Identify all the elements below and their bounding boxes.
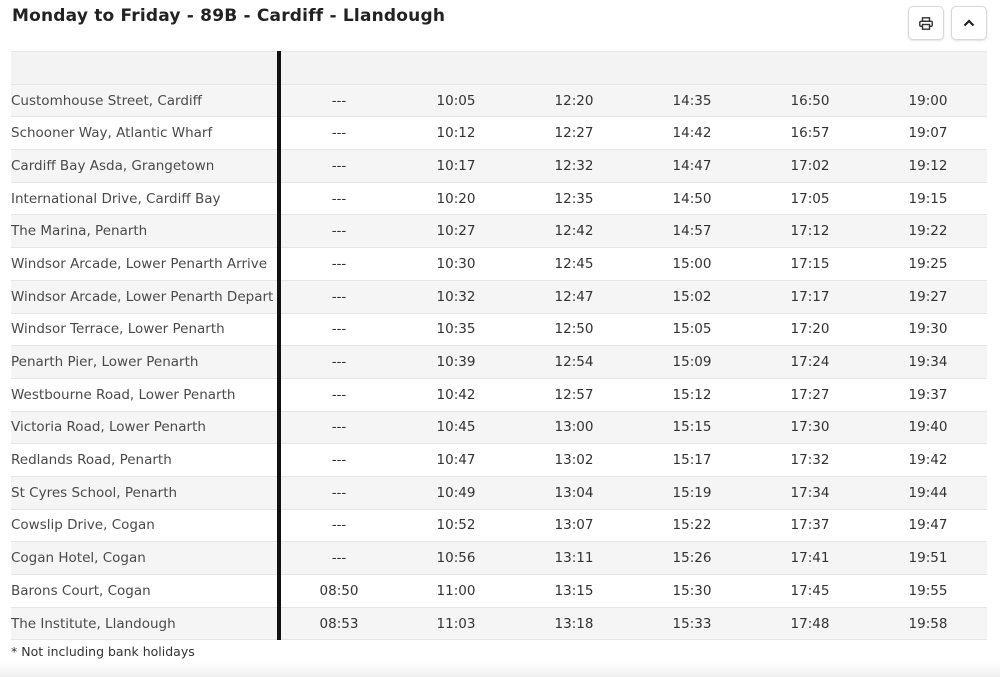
departure-time: 12:32 — [515, 150, 633, 183]
table-row — [11, 542, 987, 575]
departure-time: 10:27 — [397, 215, 515, 248]
timetable-body — [11, 84, 987, 640]
departure-time: 17:02 — [751, 150, 869, 183]
departure-time: 11:00 — [397, 575, 515, 608]
departure-time: --- — [279, 182, 397, 215]
departure-time: 17:20 — [751, 313, 869, 346]
departure-time: 10:05 — [397, 84, 515, 117]
departure-time: --- — [279, 378, 397, 411]
table-row — [11, 509, 987, 542]
departure-time: 19:00 — [869, 84, 987, 117]
departure-time: 17:24 — [751, 346, 869, 379]
departure-time: --- — [279, 476, 397, 509]
departure-time: 15:12 — [633, 378, 751, 411]
departure-time: 14:35 — [633, 84, 751, 117]
departure-time: 13:04 — [515, 476, 633, 509]
departure-time: --- — [279, 313, 397, 346]
departure-time: 19:34 — [869, 346, 987, 379]
timetable-header-row — [11, 52, 987, 85]
departure-time: 10:42 — [397, 378, 515, 411]
departure-time: 17:15 — [751, 248, 869, 281]
departure-time: 15:19 — [633, 476, 751, 509]
table-row — [11, 575, 987, 608]
departure-time: 10:45 — [397, 411, 515, 444]
departure-time: --- — [279, 280, 397, 313]
stop-name: Cowslip Drive, Cogan — [11, 509, 279, 542]
departure-time: 19:47 — [869, 509, 987, 542]
departure-time: 12:47 — [515, 280, 633, 313]
printer-icon — [919, 17, 933, 30]
departure-time: 13:02 — [515, 444, 633, 477]
departure-time: 12:50 — [515, 313, 633, 346]
departure-time: 19:22 — [869, 215, 987, 248]
stop-name: Barons Court, Cogan — [11, 575, 279, 608]
departure-time: --- — [279, 117, 397, 150]
departure-time: 08:50 — [279, 575, 397, 608]
stop-name: Customhouse Street, Cardiff — [11, 84, 279, 117]
departure-time: 17:45 — [751, 575, 869, 608]
departure-time: --- — [279, 84, 397, 117]
departure-time: 19:07 — [869, 117, 987, 150]
departure-time: 19:25 — [869, 248, 987, 281]
departure-time: 19:12 — [869, 150, 987, 183]
departure-time: 17:41 — [751, 542, 869, 575]
stop-name: Cogan Hotel, Cogan — [11, 542, 279, 575]
departure-time: 12:35 — [515, 182, 633, 215]
departure-time: 15:26 — [633, 542, 751, 575]
departure-time: 15:17 — [633, 444, 751, 477]
departure-time: 19:55 — [869, 575, 987, 608]
departure-time: 19:42 — [869, 444, 987, 477]
table-row — [11, 280, 987, 313]
stop-name: International Drive, Cardiff Bay — [11, 182, 279, 215]
table-row — [11, 378, 987, 411]
departure-time: 10:56 — [397, 542, 515, 575]
footnote: * Not including bank holidays — [11, 644, 195, 659]
departure-time: 15:02 — [633, 280, 751, 313]
departure-time: --- — [279, 542, 397, 575]
print-button[interactable] — [908, 6, 944, 40]
departure-time: 08:53 — [279, 607, 397, 640]
departure-time: 15:05 — [633, 313, 751, 346]
departure-time: 17:05 — [751, 182, 869, 215]
departure-time: --- — [279, 150, 397, 183]
departure-time: 14:47 — [633, 150, 751, 183]
departure-time: 10:12 — [397, 117, 515, 150]
departure-time: 10:52 — [397, 509, 515, 542]
departure-time: 14:42 — [633, 117, 751, 150]
departure-time: 10:17 — [397, 150, 515, 183]
departure-time: 19:15 — [869, 182, 987, 215]
table-row — [11, 117, 987, 150]
table-row — [11, 150, 987, 183]
departure-time: 15:09 — [633, 346, 751, 379]
departure-time: --- — [279, 248, 397, 281]
departure-time: 13:07 — [515, 509, 633, 542]
table-row — [11, 346, 987, 379]
table-row — [11, 476, 987, 509]
departure-time: 10:49 — [397, 476, 515, 509]
departure-time: 19:51 — [869, 542, 987, 575]
departure-time: 11:03 — [397, 607, 515, 640]
table-row — [11, 607, 987, 640]
departure-time: 12:57 — [515, 378, 633, 411]
departure-time: 15:22 — [633, 509, 751, 542]
stop-name: St Cyres School, Penarth — [11, 476, 279, 509]
stop-name: Redlands Road, Penarth — [11, 444, 279, 477]
departure-time: 12:20 — [515, 84, 633, 117]
departure-time: 19:30 — [869, 313, 987, 346]
departure-time: 15:00 — [633, 248, 751, 281]
table-row — [11, 444, 987, 477]
departure-time: 10:39 — [397, 346, 515, 379]
departure-time: 13:00 — [515, 411, 633, 444]
departure-time: 17:34 — [751, 476, 869, 509]
page-bottom-edge — [0, 662, 1000, 677]
departure-time: 17:12 — [751, 215, 869, 248]
departure-time: 12:42 — [515, 215, 633, 248]
departure-time: 17:27 — [751, 378, 869, 411]
departure-time: 17:17 — [751, 280, 869, 313]
departure-time: 19:40 — [869, 411, 987, 444]
departure-time: 12:45 — [515, 248, 633, 281]
departure-time: 10:32 — [397, 280, 515, 313]
departure-time: 13:11 — [515, 542, 633, 575]
departure-time: 13:18 — [515, 607, 633, 640]
departure-time: 12:27 — [515, 117, 633, 150]
departure-time: 10:35 — [397, 313, 515, 346]
table-row — [11, 313, 987, 346]
departure-time: --- — [279, 346, 397, 379]
departure-time: 17:37 — [751, 509, 869, 542]
departure-time: 15:30 — [633, 575, 751, 608]
departure-time: 10:47 — [397, 444, 515, 477]
departure-time: --- — [279, 411, 397, 444]
stop-name: Windsor Arcade, Lower Penarth Depart — [11, 280, 279, 313]
timetable — [11, 51, 987, 640]
departure-time: 16:50 — [751, 84, 869, 117]
stop-name: The Marina, Penarth — [11, 215, 279, 248]
stop-name: Cardiff Bay Asda, Grangetown — [11, 150, 279, 183]
departure-time: 17:48 — [751, 607, 869, 640]
chevron-up-icon — [963, 19, 975, 27]
stop-name: The Institute, Llandough — [11, 607, 279, 640]
stop-name: Schooner Way, Atlantic Wharf — [11, 117, 279, 150]
departure-time: 12:54 — [515, 346, 633, 379]
departure-time: 10:20 — [397, 182, 515, 215]
stop-name: Penarth Pier, Lower Penarth — [11, 346, 279, 379]
table-row — [11, 84, 987, 117]
departure-time: 10:30 — [397, 248, 515, 281]
departure-time: 13:15 — [515, 575, 633, 608]
departure-time: 15:33 — [633, 607, 751, 640]
departure-time: 17:32 — [751, 444, 869, 477]
page-title: Monday to Friday - 89B - Cardiff - Llandough — [12, 6, 446, 26]
collapse-button[interactable] — [951, 6, 987, 40]
departure-time: 19:58 — [869, 607, 987, 640]
departure-time: --- — [279, 509, 397, 542]
departure-time: 17:30 — [751, 411, 869, 444]
table-row — [11, 411, 987, 444]
departure-time: 14:50 — [633, 182, 751, 215]
stop-name: Westbourne Road, Lower Penarth — [11, 378, 279, 411]
departure-time: 19:27 — [869, 280, 987, 313]
departure-time: 14:57 — [633, 215, 751, 248]
departure-time: --- — [279, 444, 397, 477]
table-row — [11, 215, 987, 248]
stop-name: Windsor Arcade, Lower Penarth Arrive — [11, 248, 279, 281]
departure-time: 19:44 — [869, 476, 987, 509]
table-row — [11, 248, 987, 281]
stop-name: Victoria Road, Lower Penarth — [11, 411, 279, 444]
table-row — [11, 182, 987, 215]
departure-time: 15:15 — [633, 411, 751, 444]
stop-name: Windsor Terrace, Lower Penarth — [11, 313, 279, 346]
departure-time: 16:57 — [751, 117, 869, 150]
departure-time: --- — [279, 215, 397, 248]
departure-time: 19:37 — [869, 378, 987, 411]
